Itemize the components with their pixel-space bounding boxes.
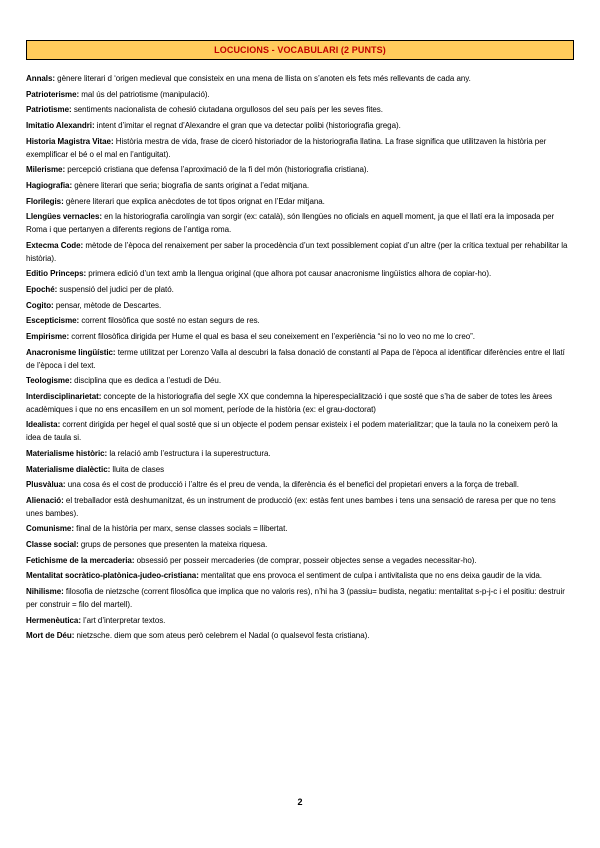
glossary-term: Anacronisme lingüístic [26, 347, 113, 357]
glossary-term: Llengües vernacles [26, 212, 100, 222]
glossary-term: Historia Magistra Vitae [26, 136, 111, 146]
glossary-entry: Annals: gènere literari d ‘origen medieval que consisteix en una mena de llista on s’anoten els fets més rellevants de cada any. [26, 74, 471, 83]
glossary-entry: Mort de Déu: nietzsche. diem que som ateus però celebrem el Nadal (o qualsevol festa cristiana). [26, 631, 370, 641]
glossary-entry: Hermenèutica: l’art d’interpretar textos. [26, 615, 166, 625]
glossary-definition: mètode de l’època del renaixement per saber la procedència d’un text possiblement copiat d’un altre (per la crítica textual per rehabilitar la història). [26, 240, 568, 263]
glossary-term: Comunisme [26, 524, 72, 534]
glossary-definition: intent d’imitar el regnat d’Alexandre el gran que va detectar polibi (historiografia grega). [96, 121, 401, 131]
glossary-entry: Patriotisme: sentiments nacionalista de cohesió ciutadana orgullosos del seu país per les seves fites. [26, 105, 383, 115]
glossary-term: Florilegis [26, 196, 62, 206]
glossary-definition: concepte de la historiografia del segle XX que condemna la hiperespecialització i que sosté que s’ha de saber de totes les àrees acadèmiques i que no ens encasillem en un sol moment, període de la història (ex: el grau-doctorat) [26, 391, 553, 414]
glossary-term: Extecma Code [26, 240, 81, 250]
glossary-definition: obsessió per posseir mercaderies (de comprar, posseir objectes sense a vegades necessitar-ho). [136, 555, 477, 565]
glossary-entry: Florilegis: gènere literari que explica anècdotes de tot tipos orignat en l’Edar mitjana. [26, 196, 325, 206]
glossary-entry: Interdisciplinarietat: concepte de la historiografia del segle XX que condemna la hiperespecialització i que sosté que s’ha de saber de totes les àrees acadèmiques i que no ens encasillem en un sol moment, període de la història (ex: el grau-doctorat) [26, 391, 553, 414]
page-number: 2 [297, 797, 303, 807]
glossary-entry: Comunisme: final de la història per marx, sense classes socials = llibertat. [26, 524, 288, 534]
glossary-term: Hermenèutica [26, 615, 79, 625]
glossary-entry: Fetichisme de la mercaderia: obsessió per posseir mercaderies (de comprar, posseir objectes sense a vegades necessitar-ho). [26, 555, 477, 565]
glossary-term: Annals [26, 74, 53, 83]
glossary-definition: filosofia de nietzsche (corrent filosòfica que implica que no valoris res), n’hi ha 3 (passiu= budista, negatiu: mentalitat s-p-j-c i el positiu: destruir per construir = filo del martell). [26, 587, 565, 609]
glossary-term: Editio Princeps [26, 269, 84, 279]
glossary-entry: Cogito: pensar, mètode de Descartes. [26, 300, 162, 310]
glossary-entry: Teologisme: disciplina que es dedica a l’estudi de Déu. [26, 376, 222, 386]
glossary-term: Materialisme dialèctic [26, 464, 108, 474]
glossary-term: Plusvàlua [26, 480, 63, 490]
glossary-definition: una cosa és el cost de producció i l’altre és el preu de venda, la diferència és el benefici del propietari envers a la força de treball. [67, 480, 519, 490]
glossary-entry: Escepticisme: corrent filosòfica que sosté no estan segurs de res. [26, 316, 260, 326]
glossary-term: Imitatio Alexandri [26, 121, 92, 131]
glossary-term: Classe social [26, 540, 77, 550]
glossary-definition: grups de persones que presenten la mateixa riquesa. [80, 540, 268, 550]
glossary-definition: mentalitat que ens provoca el sentiment de culpa i antivitalista que no ens deixa gaudir de la vida. [200, 571, 542, 581]
glossary-entry: Editio Princeps: primera edició d’un text amb la llengua original (que alhora pot causar anacronisme lingüístics alhora de copiar-ho). [26, 269, 492, 279]
section-title: LOCUCIONS - VOCABULARI (2 PUNTS) [26, 40, 574, 60]
glossary-term: Fetichisme de la mercaderia [26, 555, 132, 565]
glossary-definition: disciplina que es dedica a l’estudi de Déu. [74, 376, 222, 386]
glossary-entry: Hagiografia: gènere literari que seria; biografia de sants originat a l’edat mitjana. [26, 180, 310, 190]
glossary-term: Mentalitat socràtico-platònica-judeo-cristiana [26, 571, 197, 581]
glossary-term: Escepticisme [26, 316, 77, 326]
glossary-term: Nihilisme [26, 587, 62, 597]
glossary-term: Materialisme històric [26, 448, 105, 458]
glossary-definition: lluita de clases [112, 464, 165, 474]
glossary-term: Epoché [26, 284, 55, 294]
glossary-definition: Història mestra de vida, frase de ciceró historiador de la historiografia llatina. La frase significa que utilitzaven la història per exemplificar el bé o el mal en l’antiguitat). [26, 136, 547, 159]
glossary-term: Patrioterisme [26, 89, 77, 99]
glossary-term: Idealista [26, 420, 58, 430]
glossary-term: Interdisciplinarietat [26, 391, 99, 401]
glossary-entry: Epoché: suspensió del judici per de plató. [26, 284, 174, 294]
glossary-term: Patriotisme [26, 105, 70, 115]
glossary-definition: suspensió del judici per de plató. [59, 284, 174, 294]
glossary-definition: percepció cristiana que defensa l’aproximació de la fi del món (historiografia cristiana). [67, 165, 369, 175]
glossary-definition: l’art d’interpretar textos. [83, 615, 166, 625]
glossary-term: Teologisme [26, 376, 70, 386]
glossary-definition: final de la història per marx, sense classes socials = llibertat. [76, 524, 288, 534]
glossary-term: Mort de Déu [26, 631, 72, 641]
glossary-definition: pensar, mètode de Descartes. [55, 300, 162, 310]
glossary-entry: Historia Magistra Vitae: Història mestra de vida, frase de ciceró historiador de la historiografia llatina. La frase significa que utilitzaven la història per exemplificar el bé o el mal en l’antiguitat). [26, 136, 547, 159]
glossary-definition: gènere literari que explica anècdotes de tot tipos orignat en l’Edar mitjana. [65, 196, 325, 206]
glossary-term: Alienació [26, 495, 62, 505]
glossary-definition: gènere literari d ‘origen medieval que consisteix en una mena de llista on s’anoten els fets més rellevants de cada any. [57, 74, 471, 83]
glossary-definition: corrent filosòfica dirigida per Hume el qual es basa el seu coneixement en l’experiència “si no lo veo no me lo creo”. [71, 332, 475, 342]
glossary-definition: sentiments nacionalista de cohesió ciutadana orgullosos del seu país per les seves fites. [73, 105, 383, 115]
glossary-list [26, 73, 574, 646]
glossary-entry: Imitatio Alexandri: intent d’imitar el regnat d’Alexandre el gran que va detectar polibi (historiografia grega). [26, 121, 401, 131]
glossary-definition: en la historiografia carolíngia van sorgir (ex: català), són llengües no oficials en aquell moment, ja que el llatí era la imposada per Roma i que pertanyen a diferents regions de l’antiga roma. [26, 212, 555, 235]
glossary-entry: Mentalitat socràtico-platònica-judeo-cristiana: mentalitat que ens provoca el sentiment de culpa i antivitalista que no ens deixa gaudir de la vida. [26, 571, 542, 581]
glossary-entry: Materialisme dialèctic: lluita de clases [26, 464, 165, 474]
glossary-entry: Empirisme: corrent filosòfica dirigida per Hume el qual es basa el seu coneixement en l’experiència “si no lo veo no me lo creo”. [26, 332, 475, 342]
glossary-entry: Nihilisme: filosofia de nietzsche (corrent filosòfica que implica que no valoris res), n’hi ha 3 (passiu= budista, negatiu: mentalitat s-p-j-c i el positiu: destruir per construir = filo del martell). [26, 587, 565, 609]
glossary-term: Milerisme [26, 165, 63, 175]
glossary-definition: gènere literari que seria; biografia de sants originat a l’edat mitjana. [74, 180, 310, 190]
glossary-definition: corrent filosòfica que sosté no estan segurs de res. [81, 316, 260, 326]
glossary-entry: Anacronisme lingüístic: terme utilitzat per Lorenzo Valla al descubri la falsa donació de constantí al Papa de l’època al identificar diferències entre el llatí de l’època i del text. [26, 347, 565, 370]
glossary-entry: Patrioterisme: mal ús del patriotisme (manipulació). [26, 89, 210, 99]
glossary-entry: Idealista: corrent dirigida per hegel el qual sosté que si un objecte el podem pensar existeix i el podem materialitzar; que la taula no la coneixem però la idea de taula si. [26, 420, 558, 443]
glossary-entry: Llengües vernacles: en la historiografia carolíngia van sorgir (ex: català), són llengües no oficials en aquell moment, ja que el llatí era la imposada per Roma i que pertanyen a diferents regions de l’antiga roma. [26, 212, 555, 235]
glossary-term: Hagiografia [26, 180, 70, 190]
glossary-definition: primera edició d’un text amb la llengua original (que alhora pot causar anacronisme lingüístics alhora de copiar-ho). [88, 269, 492, 279]
glossary-entry: Milerisme: percepció cristiana que defensa l’aproximació de la fi del món (historiografia cristiana). [26, 165, 369, 175]
glossary-definition: la relació amb l’estructura i la superestructura. [109, 448, 271, 458]
glossary-entry: Materialisme històric: la relació amb l’estructura i la superestructura. [26, 448, 271, 458]
glossary-term: Cogito [26, 300, 52, 310]
glossary-entry: Extecma Code: mètode de l’època del renaixement per saber la procedència d’un text possiblement copiat d’un altre (per la crítica textual per rehabilitar la història). [26, 240, 568, 263]
glossary-definition: el treballador està deshumanitzat, és un instrument de producció (ex: estàs fent unes bambes i tens una sensació de raresa per que no tens unes bambes). [26, 495, 556, 518]
glossary-entry: Classe social: grups de persones que presenten la mateixa riquesa. [26, 540, 268, 550]
glossary-definition: corrent dirigida per hegel el qual sosté que si un objecte el podem pensar existeix i el podem materialitzar; que la taula no la coneixem però la idea de taula si. [26, 420, 558, 443]
glossary-definition: nietzsche. diem que som ateus però celebrem el Nadal (o qualsevol festa cristiana). [76, 631, 370, 641]
glossary-entry: Plusvàlua: una cosa és el cost de producció i l’altre és el preu de venda, la diferència és el benefici del propietari envers a la força de treball. [26, 480, 519, 490]
glossary-definition: terme utilitzat per Lorenzo Valla al descubri la falsa donació de constantí al Papa de l’època al identificar diferències entre el llatí de l’època i del text. [26, 347, 565, 370]
glossary-term: Empirisme [26, 332, 67, 342]
glossary-entry: Alienació: el treballador està deshumanitzat, és un instrument de producció (ex: estàs fent unes bambes i tens una sensació de raresa per que no tens unes bambes). [26, 495, 556, 518]
glossary-definition: mal ús del patriotisme (manipulació). [81, 89, 210, 99]
